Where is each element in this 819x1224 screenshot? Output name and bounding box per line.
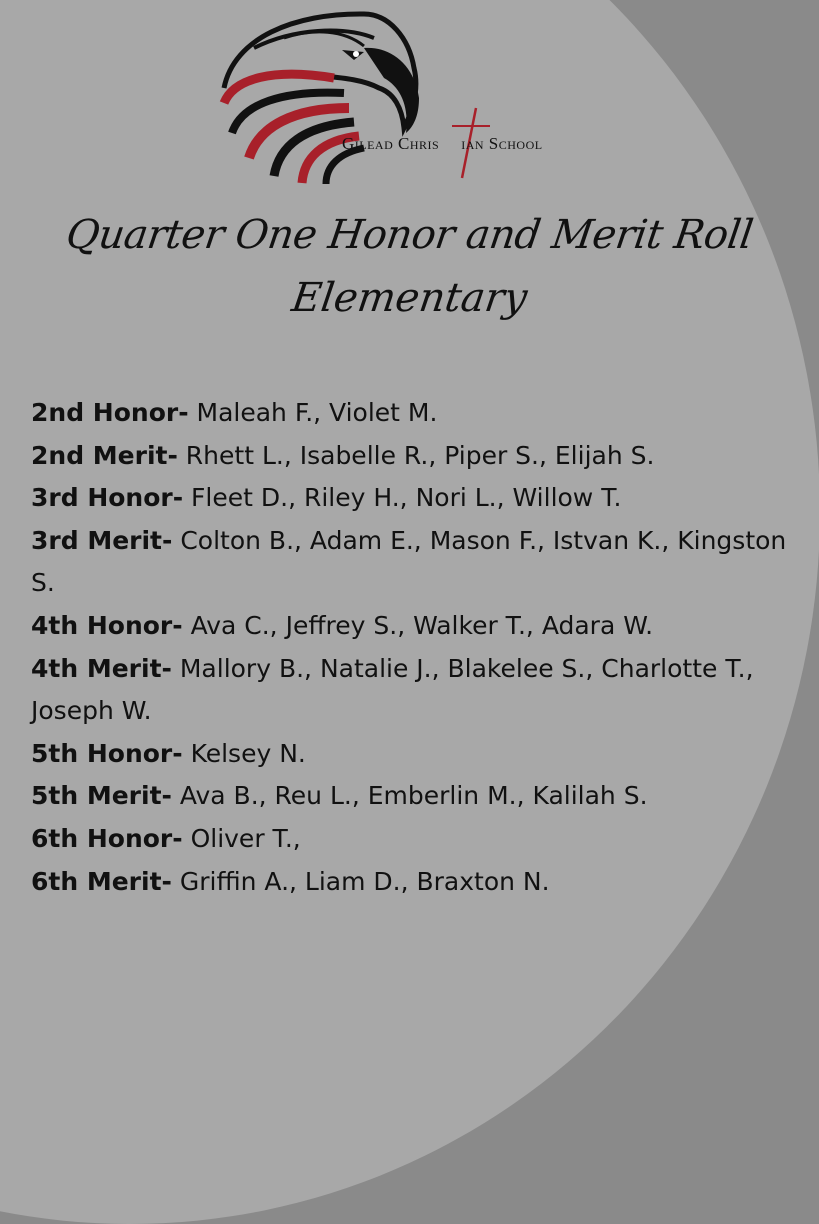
grade-label: 3rd Merit- — [31, 525, 173, 555]
grade-label: 4th Honor- — [31, 610, 183, 640]
list-item — [31, 648, 791, 733]
grade-label: 5th Merit- — [31, 781, 172, 811]
page-title: Quarter One Honor and Merit Roll — [63, 212, 756, 258]
grade-label: 4th Merit- — [31, 653, 172, 683]
list-item — [31, 605, 791, 648]
student-names: Griffin A., Liam D., Braxton N. — [171, 866, 550, 896]
grade-label: 5th Honor- — [31, 738, 183, 768]
school-name-part1: Gilead Chris — [342, 134, 440, 153]
eagle-icon — [214, 8, 614, 188]
list-item — [31, 392, 791, 435]
list-item — [31, 520, 791, 605]
grade-label: 2nd Merit- — [31, 440, 178, 470]
honor-roll-list — [31, 392, 791, 903]
student-names: Mallory B., Natalie J., Blakelee S., Charlotte T., Joseph W. — [31, 653, 754, 726]
school-name-part2: ian School — [461, 134, 543, 153]
school-name — [342, 134, 543, 154]
list-item — [31, 818, 791, 861]
list-item — [31, 775, 791, 818]
student-names: Ava C., Jeffrey S., Walker T., Adara W. — [182, 610, 654, 640]
list-item — [31, 733, 791, 776]
grade-label: 3rd Honor- — [31, 483, 184, 513]
student-names: Rhett L., Isabelle R., Piper S., Elijah S. — [177, 440, 655, 470]
student-names: Fleet D., Riley H., Nori L., Willow T. — [183, 483, 622, 513]
student-names: Maleah F., Violet M. — [188, 398, 438, 427]
grade-label: 2nd Honor- — [31, 398, 189, 427]
grade-label: 6th Honor- — [31, 823, 183, 853]
student-names: Colton B., Adam E., Mason F., Istvan K., Kingston S. — [31, 525, 787, 598]
school-logo — [214, 8, 614, 188]
list-item — [31, 435, 791, 478]
student-names: Kelsey N. — [182, 738, 306, 768]
student-names: Ava B., Reu L., Emberlin M., Kalilah S. — [171, 781, 648, 811]
grade-label: 6th Merit- — [31, 866, 172, 896]
student-names: Oliver T., — [182, 823, 301, 853]
list-item — [31, 477, 791, 520]
page-subtitle: Elementary — [288, 275, 531, 321]
list-item — [31, 861, 791, 904]
